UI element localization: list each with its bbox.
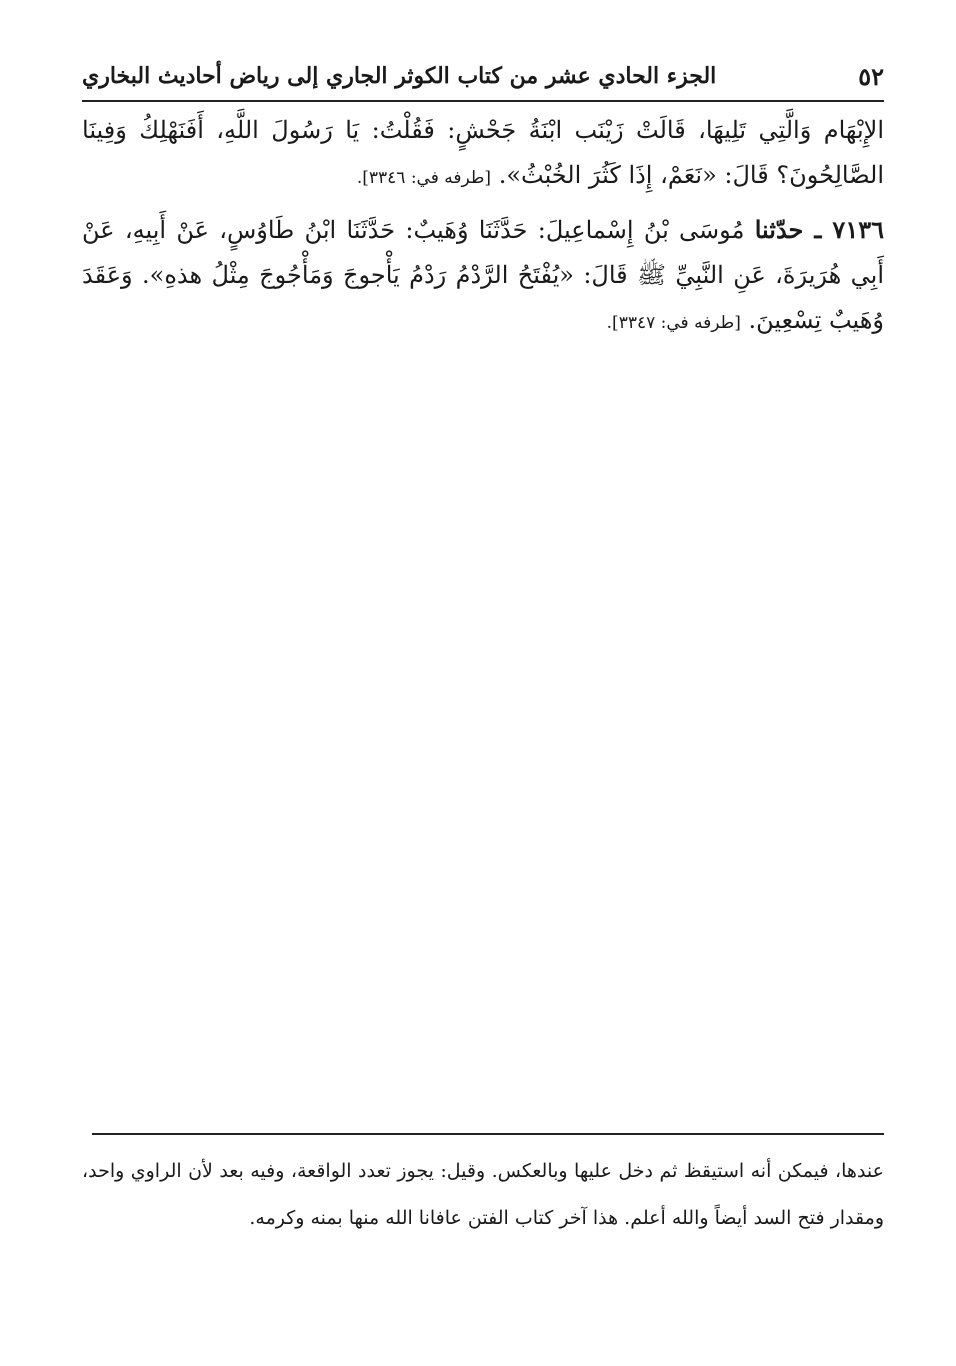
hadith-number: ٧١٣٦ ـ حدّثنا: [754, 215, 884, 244]
main-text: [82, 108, 884, 352]
header-divider: [82, 100, 884, 102]
running-title: الجزء الحادي عشر من كتاب الكوثر الجاري إلى رياض أحاديث البخاري: [82, 63, 717, 89]
page-number: ٥٢: [858, 61, 884, 91]
footnote-text: عندها، فيمكن أنه استيقظ ثم دخل عليها وبالعكس. وقيل: يجوز تعدد الواقعة، وفيه بعد لأن الراوي واحد، ومقدار فتح السد أيضاً والله أعلم. هذا آخر كتاب الفتن عافانا الله منها بمنه وكرمه.: [82, 1160, 884, 1229]
cross-reference: [طرفه في: ٣٣٤٦].: [356, 168, 492, 188]
footnote-divider: [92, 1133, 884, 1135]
footnote: [82, 1148, 884, 1242]
paragraph-text: مُوسَى بْنُ إِسْماعِيلَ: حَدَّثَنَا وُهَيبٌ: حَدَّثَنَا ابْنُ طَاوُسٍ، عَنْ أَبِيهِ، عَنْ أَبِي هُرَيرَةَ، عَنِ النَّبِيِّ ﷺ قَالَ: «يُفْتَحُ الرَّدْمُ رَدْمُ يَأْجوجَ وَمَأْجُوجَ مِثْلُ هذهِ». وَعَقَدَ وُهَيبٌ تِسْعِينَ.: [82, 216, 885, 334]
hadith-paragraph-continuation: [82, 108, 884, 201]
cross-reference: [طرفه في: ٣٣٤٧].: [606, 313, 741, 333]
paragraph-text: الإِبْهَام وَالَّتِي تَلِيهَا، قَالَتْ زَيْنَب ابْنَةُ جَحْشٍ: فَقُلْتُ: يَا رَسُولَ اللَّهِ، أَفَنَهْلِكُ وَفِينَا الصَّالِحُونَ؟ قَالَ: «نَعَمْ، إِذَا كَثُرَ الخُبْثُ».: [82, 116, 884, 189]
hadith-paragraph-7136: [82, 207, 884, 346]
page-header: [82, 58, 884, 94]
